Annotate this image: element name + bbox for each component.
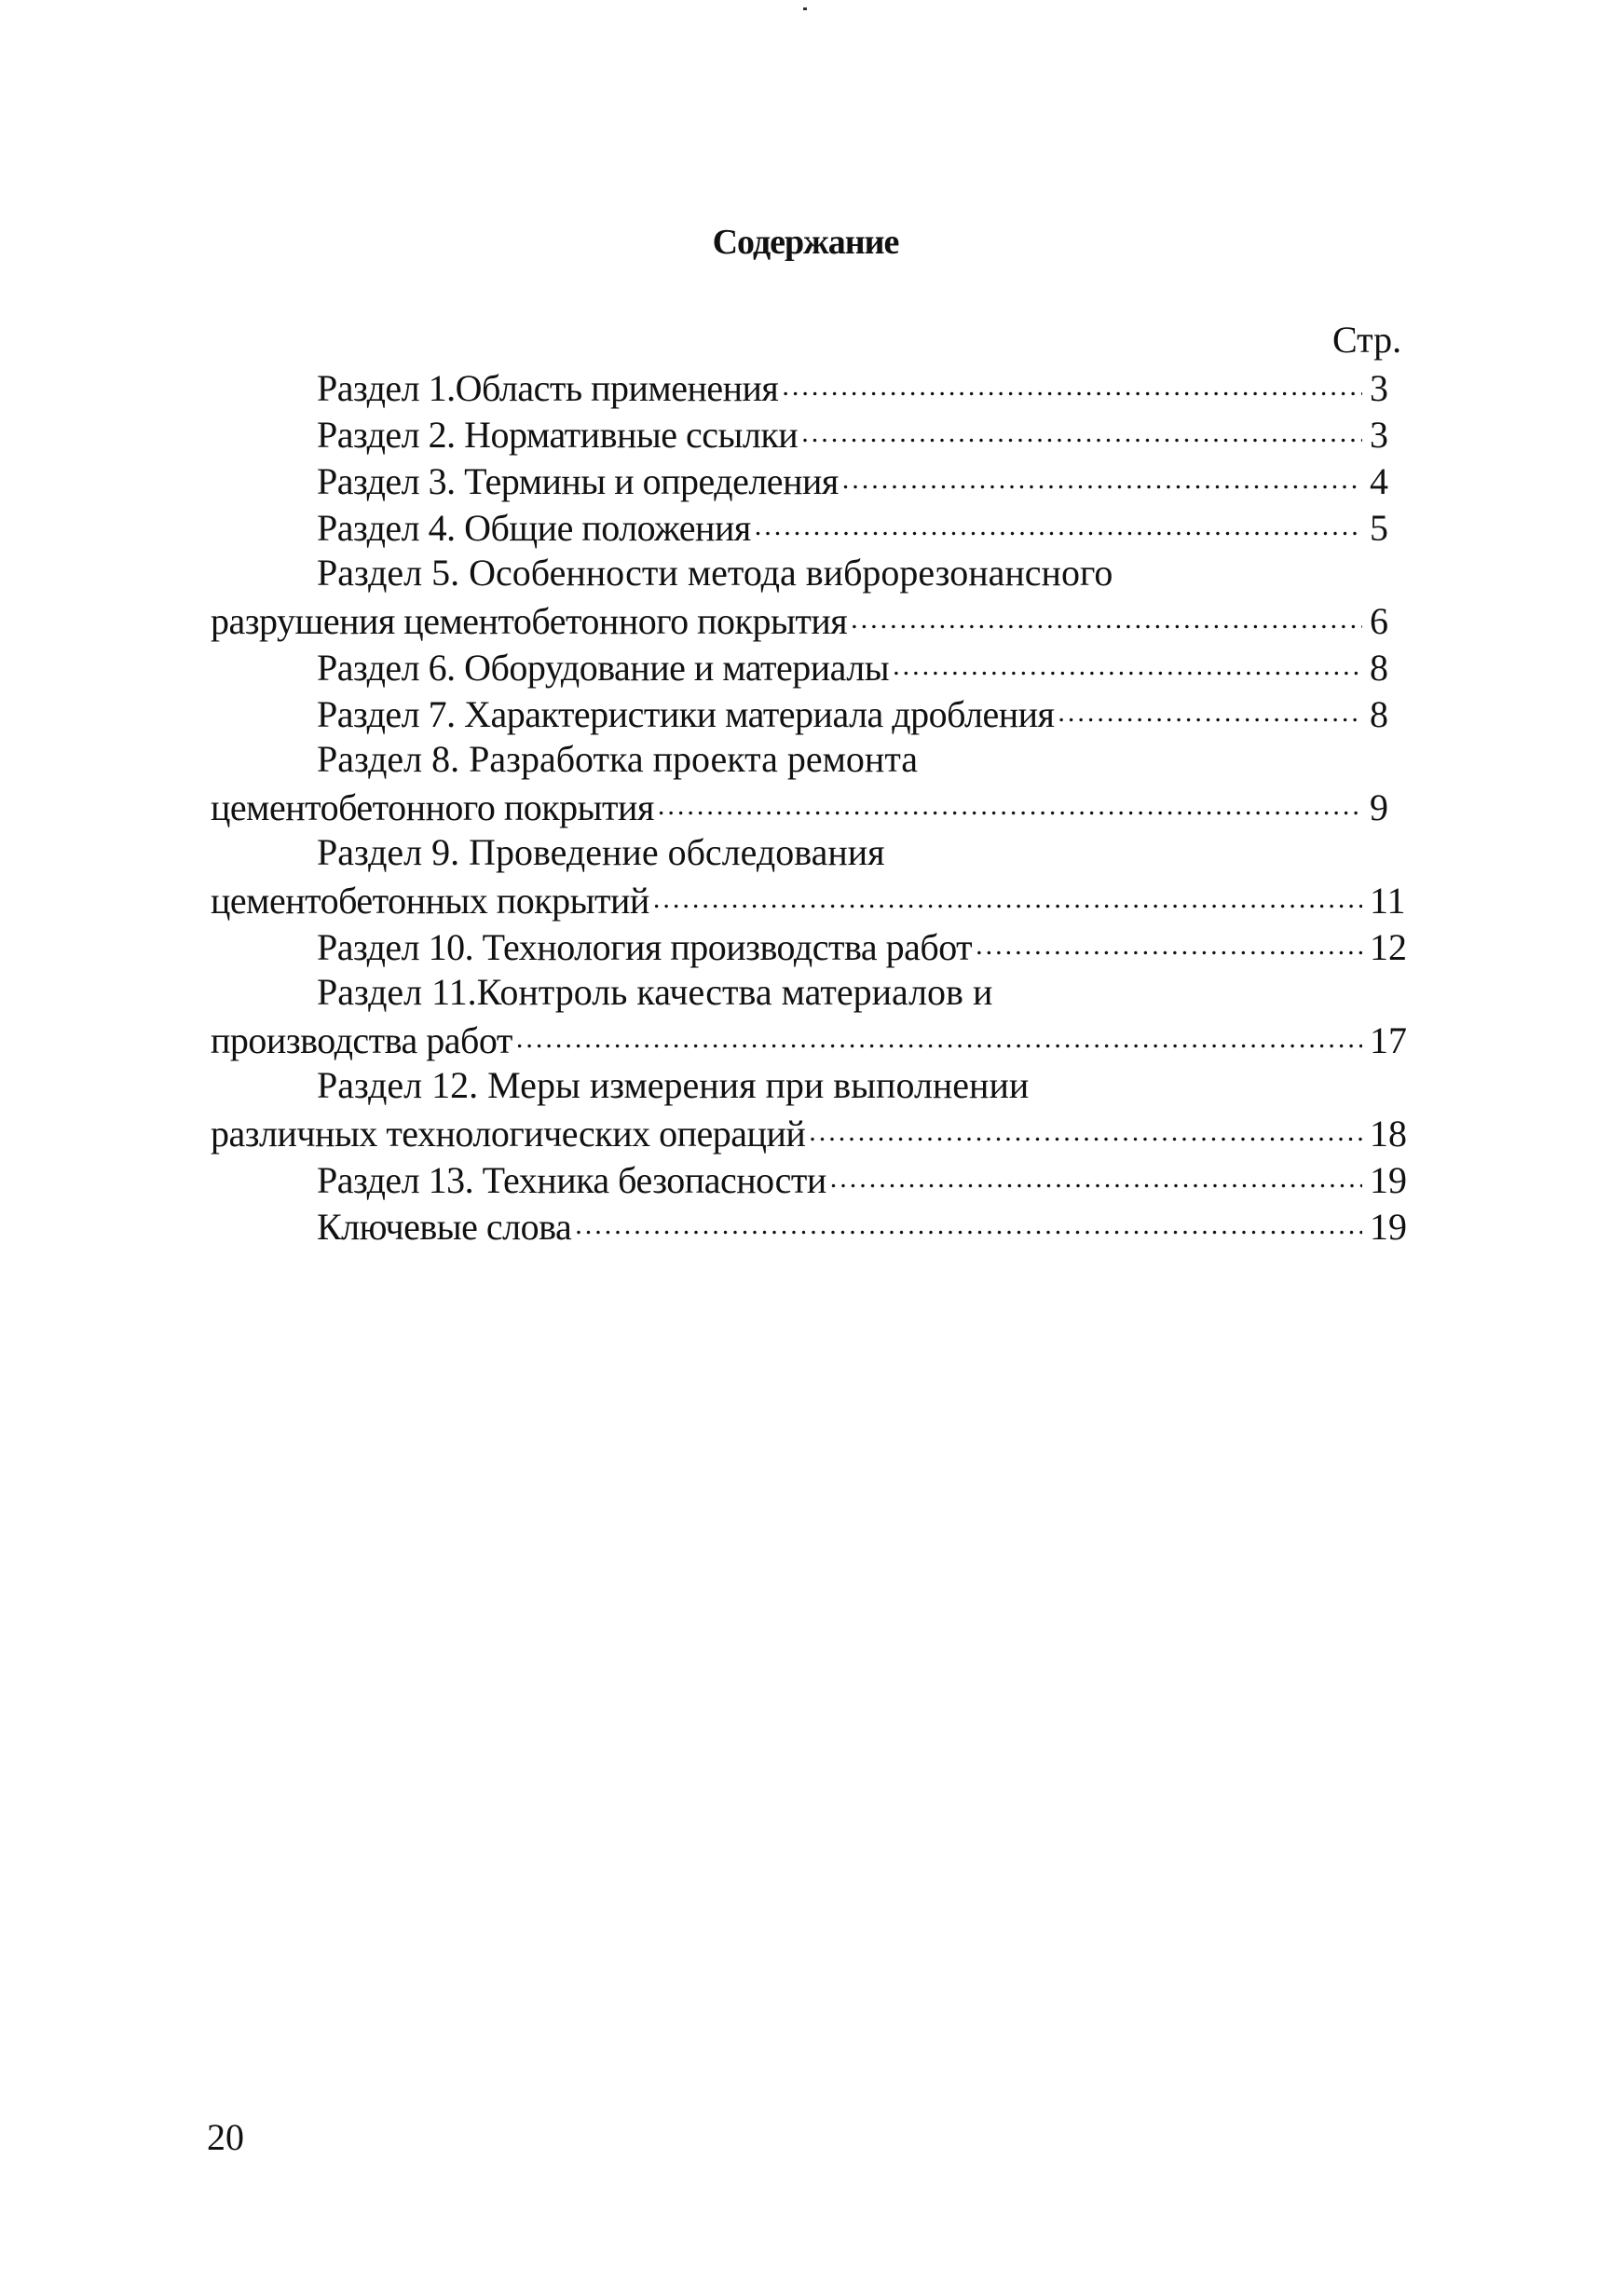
toc-entry-title-line: Раздел 12. Меры измерения при выполнении	[317, 1064, 1030, 1106]
page-number: 20	[207, 2116, 244, 2158]
scan-mark	[803, 7, 807, 10]
toc-entry-title-line: цементобетонного покрытия	[211, 786, 654, 828]
toc-entry	[211, 643, 1422, 690]
toc-entry	[211, 503, 1422, 550]
dot-leader	[842, 457, 1362, 494]
toc-entry-line	[317, 503, 1422, 550]
toc-entry-page: 19	[1370, 1206, 1407, 1248]
toc-entry-title: Раздел 10. Технология производства работ	[317, 926, 973, 968]
toc-entry-line	[317, 1202, 1422, 1249]
toc-entry-line	[211, 596, 1422, 643]
toc-entry-line	[317, 457, 1422, 503]
toc-entry-line	[317, 1155, 1422, 1202]
toc-entry	[211, 363, 1422, 410]
toc-entry-page: 19	[1370, 1159, 1407, 1201]
table-of-contents	[211, 363, 1422, 1249]
toc-entry	[211, 1202, 1422, 1249]
toc-entry-page: 12	[1370, 926, 1407, 968]
dot-leader	[755, 503, 1362, 540]
toc-entry-line	[211, 1109, 1422, 1155]
toc-entry-page: 18	[1370, 1113, 1407, 1155]
toc-entry-line	[317, 363, 1422, 410]
dot-leader	[809, 1109, 1362, 1146]
toc-entry-title-line: цементобетонных покрытий	[211, 880, 649, 922]
toc-entry	[211, 1155, 1422, 1202]
toc-entry	[211, 410, 1422, 457]
toc-entry	[211, 969, 1422, 1062]
toc-entry-title-line: производства работ	[211, 1019, 512, 1061]
toc-entry-title-line: Раздел 8. Разработка проекта ремонта	[317, 738, 919, 780]
toc-entry	[211, 736, 1422, 829]
toc-entry-line	[211, 1016, 1422, 1062]
dot-leader	[658, 783, 1362, 820]
dot-leader	[653, 876, 1362, 913]
toc-entry-page: 9	[1370, 786, 1388, 828]
toc-entry-page: 6	[1370, 600, 1388, 642]
toc-entry-title: Раздел 1.Область применения	[317, 367, 779, 409]
toc-entry-page: 3	[1370, 367, 1388, 409]
toc-entry-title: Ключевые слова	[317, 1206, 572, 1248]
toc-entry-line	[317, 690, 1422, 736]
toc-entry-title: Раздел 7. Характеристики материала дробления	[317, 693, 1055, 735]
toc-entry-line	[211, 783, 1422, 829]
toc-entry-line	[317, 410, 1422, 457]
dot-leader	[782, 363, 1362, 401]
toc-entry-title: Раздел 2. Нормативные ссылки	[317, 414, 799, 456]
dot-leader	[575, 1202, 1362, 1239]
toc-entry	[211, 922, 1422, 969]
dot-leader	[1058, 690, 1362, 727]
toc-entry	[211, 1062, 1422, 1155]
dot-leader	[516, 1016, 1362, 1053]
toc-entry-page: 11	[1370, 880, 1406, 922]
dot-leader	[851, 596, 1362, 634]
toc-entry-page: 8	[1370, 693, 1388, 735]
dot-leader	[801, 410, 1362, 447]
toc-entry-title-line: Раздел 9. Проведение обследования	[317, 831, 885, 873]
dot-leader	[976, 922, 1362, 960]
dot-leader	[893, 643, 1362, 680]
toc-entry-title-line: разрушения цементобетонного покрытия	[211, 600, 848, 642]
toc-entry-title: Раздел 13. Техника безопасности	[317, 1159, 826, 1201]
toc-entry-line	[317, 922, 1422, 969]
toc-entry	[211, 457, 1422, 503]
toc-entry-title-line: Раздел 11.Контроль качества материалов и	[317, 971, 993, 1013]
toc-entry-title: Раздел 6. Оборудование и материалы	[317, 647, 890, 689]
dot-leader	[830, 1155, 1362, 1193]
page-title: Содержание	[712, 223, 899, 262]
toc-entry-title: Раздел 3. Термины и определения	[317, 460, 839, 502]
toc-entry-page: 3	[1370, 414, 1388, 456]
toc-entry-page: 8	[1370, 647, 1388, 689]
toc-entry	[211, 829, 1422, 922]
toc-entry-page: 5	[1370, 507, 1388, 549]
toc-entry	[211, 690, 1422, 736]
toc-entry-page: 17	[1370, 1019, 1407, 1061]
page-column-header: Стр.	[1332, 319, 1402, 361]
toc-entry-line	[317, 643, 1422, 690]
toc-entry	[211, 550, 1422, 643]
toc-entry-title-line: различных технологических операций	[211, 1113, 806, 1155]
toc-entry-line	[211, 876, 1422, 922]
toc-entry-title-line: Раздел 5. Особенности метода виброрезонансного	[317, 552, 1113, 594]
toc-entry-title: Раздел 4. Общие положения	[317, 507, 751, 549]
toc-entry-page: 4	[1370, 460, 1388, 502]
